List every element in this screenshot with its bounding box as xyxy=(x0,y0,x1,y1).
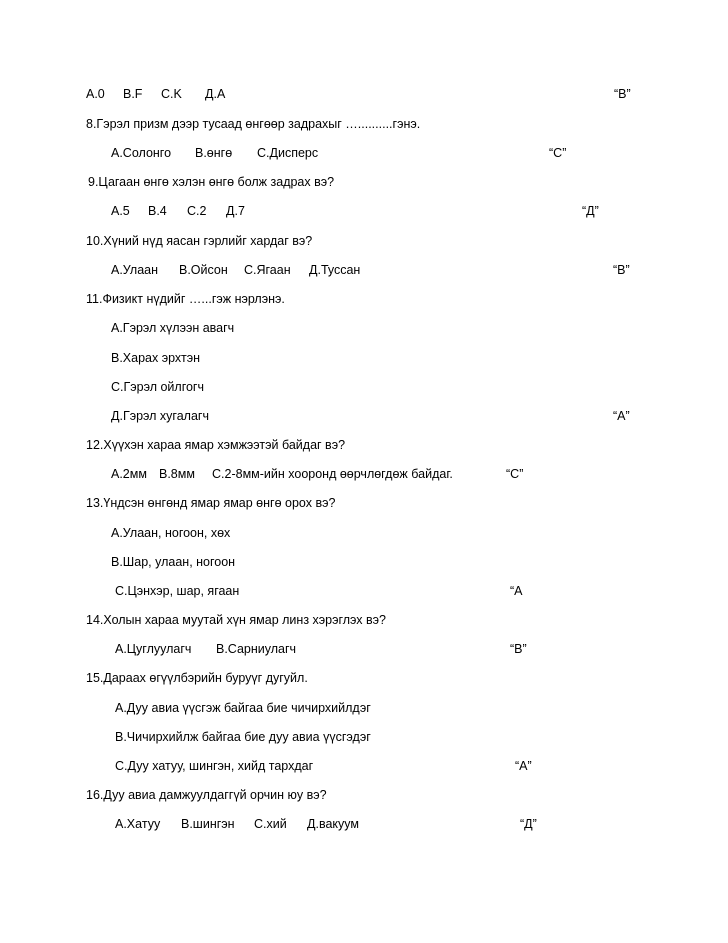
question-text: 8.Гэрэл призм дээр тусаад өнгөөр задрахыг …..........гэнэ. xyxy=(86,117,421,131)
correct-answer: “A” xyxy=(613,409,630,423)
correct-answer: “A xyxy=(510,584,523,598)
question-text: 14.Холын хараа муутай хүн ямар линз хэрэглэх вэ? xyxy=(86,613,386,627)
option-b: B.өнгө xyxy=(195,146,233,160)
option-b: B.Ойсон xyxy=(179,263,228,277)
option-b: B.Чичирхийлж байгаа бие дуу авиа үүсгэдэг xyxy=(115,730,371,744)
option-d: Д.вакуум xyxy=(307,817,359,831)
option-a: A.Гэрэл хүлээн авагч xyxy=(111,321,235,335)
question-text: 12.Хүүхэн хараа ямар хэмжээтэй байдаг вэ? xyxy=(86,438,346,452)
option-b: B.F xyxy=(123,87,143,101)
option-a: A.Хатуу xyxy=(115,817,161,831)
option-c: C.Гэрэл ойлгогч xyxy=(111,380,205,394)
option-c: C.2-8мм-ийн хооронд өөрчлөгдөж байдаг. xyxy=(212,467,453,481)
correct-answer: “A” xyxy=(515,759,532,773)
correct-answer: “C” xyxy=(549,146,567,160)
option-c: C.Дуу хатуу, шингэн, хийд тархдаг xyxy=(115,759,314,773)
option-a: A.Солонго xyxy=(111,146,172,160)
option-b: B.Харах эрхтэн xyxy=(111,351,201,365)
question-text: 15.Дараах өгүүлбэрийн буруүг дугуйл. xyxy=(86,671,308,685)
option-b: B.4 xyxy=(148,204,167,218)
option-d: Д.Гэрэл хугалагч xyxy=(111,409,209,423)
question-text: 16.Дуу авиа дамжуулдаггүй орчин юу вэ? xyxy=(86,788,327,802)
option-c: C.хий xyxy=(254,817,287,831)
option-a: A.Улаан, ногоон, хөх xyxy=(111,526,231,540)
option-b: B.Шар, улаан, ногоон xyxy=(111,555,236,569)
correct-answer: “B” xyxy=(614,87,631,101)
option-a: A.Цуглуулагч xyxy=(115,642,192,656)
option-c: C.Дисперс xyxy=(257,146,319,160)
correct-answer: “B” xyxy=(510,642,527,656)
option-a: A.Улаан xyxy=(111,263,159,277)
option-c: C.Цэнхэр, шар, ягаан xyxy=(115,584,240,598)
correct-answer: “C” xyxy=(506,467,524,481)
question-text: 9.Цагаан өнгө хэлэн өнгө болж задрах вэ? xyxy=(88,175,335,189)
option-b: B.Сарниулагч xyxy=(216,642,297,656)
option-a: A.2мм xyxy=(111,467,147,481)
option-d: Д.Туссан xyxy=(309,263,361,277)
correct-answer: “Д” xyxy=(520,817,537,831)
option-d: Д.7 xyxy=(226,204,245,218)
option-c: C.K xyxy=(161,87,182,101)
question-text: 13.Үндсэн өнгөнд ямар ямар өнгө орох вэ? xyxy=(86,496,336,510)
option-a: A.5 xyxy=(111,204,130,218)
option-c: C.Ягаан xyxy=(244,263,291,277)
option-c: C.2 xyxy=(187,204,207,218)
option-a: A.Дуу авиа үүсгэж байгаа бие чичирхийлдэг xyxy=(115,701,371,715)
option-b: B.8мм xyxy=(159,467,195,481)
question-text: 11.Физикт нүдийг …...гэж нэрлэнэ. xyxy=(86,292,285,306)
correct-answer: “Д” xyxy=(582,204,599,218)
correct-answer: “B” xyxy=(613,263,630,277)
option-d: Д.A xyxy=(205,87,226,101)
option-a: A.0 xyxy=(86,87,105,101)
option-b: B.шингэн xyxy=(181,817,235,831)
question-text: 10.Хүний нүд яасан гэрлийг хардаг вэ? xyxy=(86,234,313,248)
